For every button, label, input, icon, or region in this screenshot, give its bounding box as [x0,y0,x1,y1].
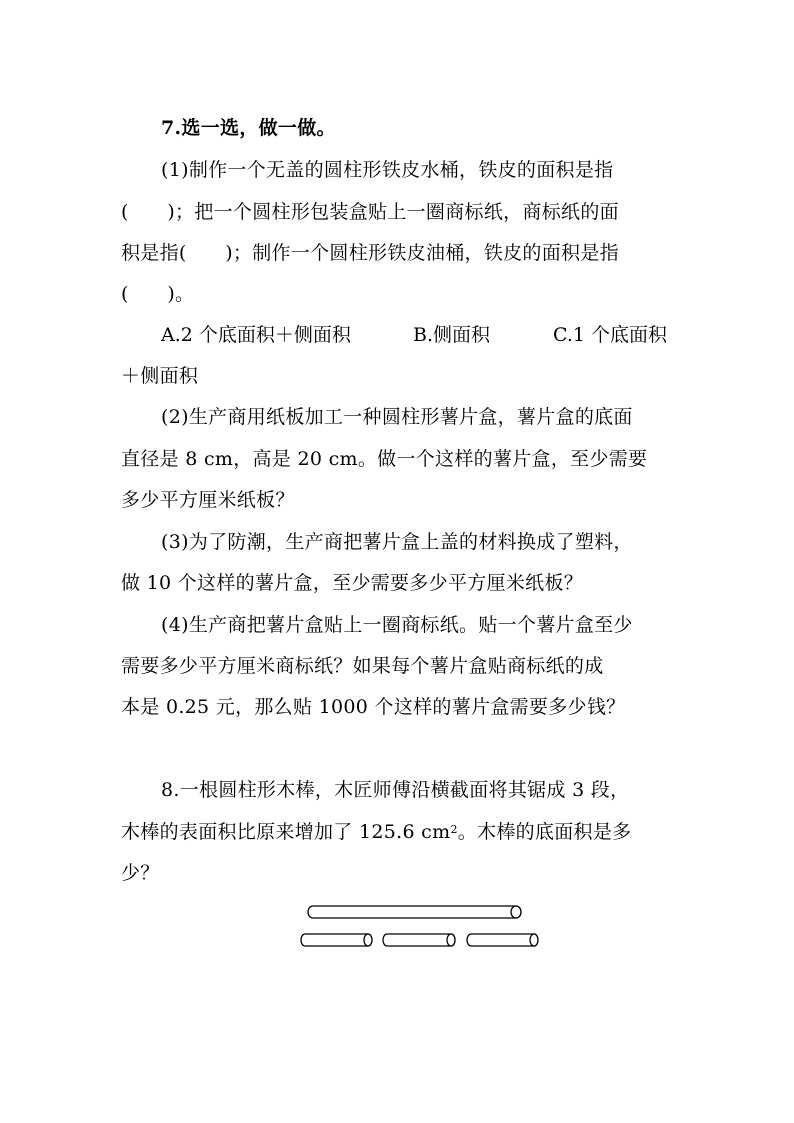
q7-p2-line1: (2)生产商用纸板加工一种圆柱形薯片盒，薯片盒的底面 [161,406,633,428]
q8-line3: 少？ [121,862,160,884]
q7-p3-line1: (3)为了防潮，生产商把薯片盒上盖的材料换成了塑料， [161,531,633,553]
q7-p1-line2: ( )；把一个圆柱形包装盒贴上一圈商标纸，商标纸的面 [121,201,619,223]
q7-p1-line1: (1)制作一个无盖的圆柱形铁皮水桶，铁皮的面积是指 [161,159,614,181]
q7-p4-line1: (4)生产商把薯片盒贴上一圈商标纸。贴一个薯片盒至少 [161,614,633,636]
whole-rod-icon [308,906,521,918]
rod-piece-2-icon [383,934,455,946]
q7-title: 7.选一选，做一做。 [161,117,336,139]
rod-piece-1-icon [301,934,372,946]
q8-line2 [121,819,631,845]
q7-p4-line3: 本是 0.25 元，那么贴 1000 个这样的薯片盒需要多少钱？ [121,696,626,718]
q7-p1-line3: 积是指( )；制作一个圆柱形铁皮油桶，铁皮的面积是指 [121,242,619,264]
q7-p2-line2: 直径是 8 cm，高是 20 cm。做一个这样的薯片盒，至少需要 [121,448,648,470]
q7-p2-line3: 多少平方厘米纸板？ [121,489,295,511]
q8-line2-text-end: 。木棒的底面积是多 [457,821,632,843]
q8-unit-exponent: 2 [450,823,458,836]
q8-line1: 8.一根圆柱形木棒，木匠师傅沿横截面将其锯成 3 段， [161,779,630,801]
rod-figure [296,898,546,954]
q7-option-c: C.1 个底面积 [553,324,668,346]
q7-option-b: B.侧面积 [413,324,491,346]
q7-p1-line4: ( )。 [121,283,195,305]
q8-line2-text: 木棒的表面积比原来增加了 125.6 cm [121,821,451,843]
rod-piece-3-icon [467,934,538,946]
q7-option-a: A.2 个底面积＋侧面积 [161,324,351,346]
q7-p4-line2: 需要多少平方厘米商标纸？如果每个薯片盒贴商标纸的成 [121,655,604,677]
q7-p3-line2: 做 10 个这样的薯片盒，至少需要多少平方厘米纸板？ [121,572,584,594]
q7-option-c-cont: ＋侧面积 [121,365,199,387]
